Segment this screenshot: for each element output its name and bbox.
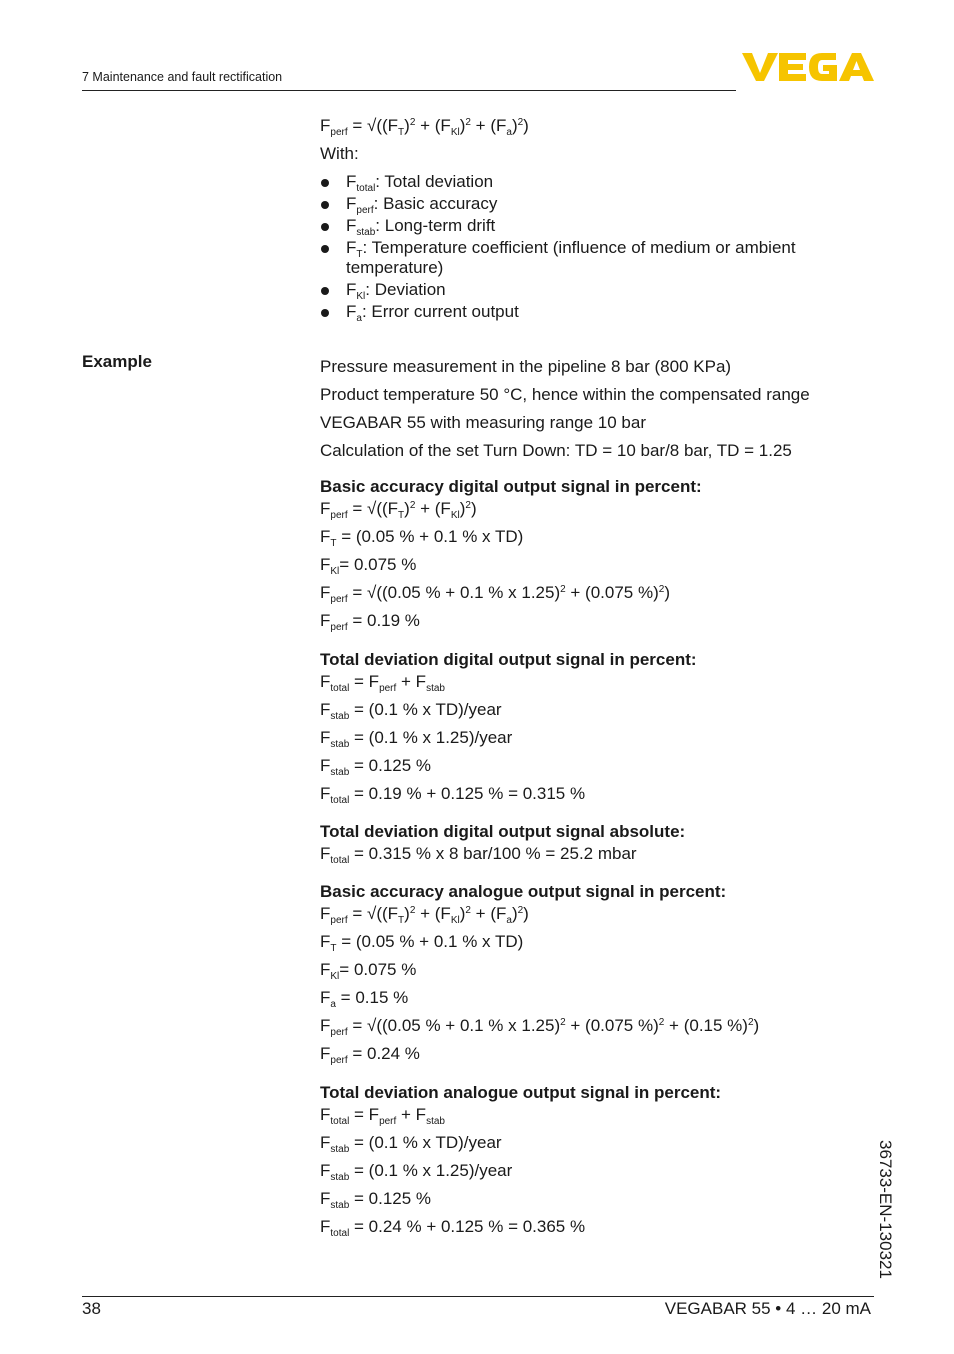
footer-product: VEGABAR 55 • 4 … 20 mA (664, 1299, 871, 1318)
example-block (320, 353, 810, 465)
section-total-digital (320, 650, 697, 804)
example-label: Example (82, 352, 152, 371)
section-heading: Total deviation digital output signal in percent: (320, 650, 697, 669)
symbol-list (320, 172, 796, 322)
bullet-icon (321, 245, 329, 253)
formula-line: $F_{Kl}= 0.075$ % (320, 960, 417, 982)
formula-line: $F_T = (0.05$ % + 0.1 % x TD) (320, 932, 524, 954)
formula-line: $F_{stab} = 0.125$ % (320, 756, 432, 778)
formula-line: $F_T = (0.05$ % + 0.1 % x TD) (320, 527, 524, 549)
example-line: Pressure measurement in the pipeline 8 bar (800 KPa) (320, 357, 732, 376)
section-heading: Basic accuracy digital output signal in percent: (320, 477, 702, 496)
formula-line: $F_{stab} = (0.1$ % x TD)/year (320, 700, 502, 722)
list-item: $F_{total}$: Total deviation (320, 172, 796, 192)
header-divider (82, 90, 736, 91)
formula-line: $F_{perf} = √((F_T)^2 + (F_{Kl})^2 + (F_a)^2)$ (320, 904, 529, 926)
bullet-icon (321, 309, 329, 317)
formula-line: $F_{perf} = √((0.05$ % + 0.1 % x 1.25)$^2$ + (0.075 %)$^2$ + (0.15 %)$^2$) (320, 1016, 760, 1038)
bullet-icon (321, 201, 329, 209)
formula-line: $F_{perf} = √((0.05$ % + 0.1 % x 1.25)$^2$ + (0.075 %)$^2$) (320, 583, 670, 605)
bullet-icon (321, 287, 329, 295)
list-item: $F_{perf}$: Basic accuracy (320, 194, 796, 214)
footer-divider (82, 1296, 874, 1297)
formula-fperf: $F_{perf} = √((F_T)^2 + (F_{Kl})^2 + (F_a)^2)$ (320, 116, 529, 138)
with-label: With: (320, 144, 359, 163)
document-code: 36733-EN-130321 (876, 1140, 895, 1279)
formula-line: $F_{stab} = (0.1$ % x 1.25)/year (320, 1161, 513, 1183)
section-basic-digital (320, 477, 702, 631)
formula-line: $F_{total} = 0.24$ % + 0.125 % = 0.365 % (320, 1217, 586, 1239)
formula-line: $F_{total} = F_{perf} + F_{stab}$ (320, 1105, 445, 1127)
page-number: 38 (82, 1299, 101, 1318)
formula-line: $F_{stab} = 0.125$ % (320, 1189, 432, 1211)
vega-logo (742, 50, 874, 84)
section-basic-analogue (320, 882, 759, 1064)
formula-line: $F_{Kl}= 0.075$ % (320, 555, 417, 577)
formula-line: $F_{total} = 0.19$ % + 0.125 % = 0.315 % (320, 784, 586, 806)
section-title: 7 Maintenance and fault rectification (82, 70, 283, 84)
example-line: Calculation of the set Turn Down: TD = 10 bar/8 bar, TD = 1.25 (320, 441, 792, 460)
formula-line: $F_{stab} = (0.1$ % x 1.25)/year (320, 728, 513, 750)
section-total-analogue (320, 1083, 721, 1237)
formula-line: $F_{perf} = 0.19$ % (320, 611, 420, 633)
formula-line: $F_{perf} = 0.24$ % (320, 1044, 420, 1066)
example-line: VEGABAR 55 with measuring range 10 bar (320, 413, 647, 432)
list-item: $F_{Kl}$: Deviation (320, 280, 796, 300)
formula-line: $F_{total} = F_{perf} + F_{stab}$ (320, 672, 445, 694)
list-item: $F_a$: Error current output (320, 302, 796, 322)
section-heading: Total deviation analogue output signal in percent: (320, 1083, 722, 1102)
example-line: Product temperature 50 °C, hence within the compensated range (320, 385, 810, 404)
bullet-icon (321, 223, 329, 231)
list-item: $F_{stab}$: Long-term drift (320, 216, 796, 236)
formula-line: $F_a = 0.15$ % (320, 988, 409, 1010)
formula-line: $F_{total} = 0.315$ % x 8 bar/100 % = 25.2 mbar (320, 844, 637, 866)
section-heading: Basic accuracy analogue output signal in percent: (320, 882, 727, 901)
formula-line: $F_{perf} = √((F_T)^2 + (F_{Kl})^2)$ (320, 499, 477, 521)
formula-line: $F_{stab} = (0.1$ % x TD)/year (320, 1133, 502, 1155)
bullet-icon (321, 179, 329, 187)
list-item: $F_T$: Temperature coefficient (influence of medium or ambient temperature) (320, 238, 796, 278)
section-total-absolute (320, 822, 685, 864)
intro-block (320, 116, 796, 324)
section-heading: Total deviation digital output signal absolute: (320, 822, 686, 841)
